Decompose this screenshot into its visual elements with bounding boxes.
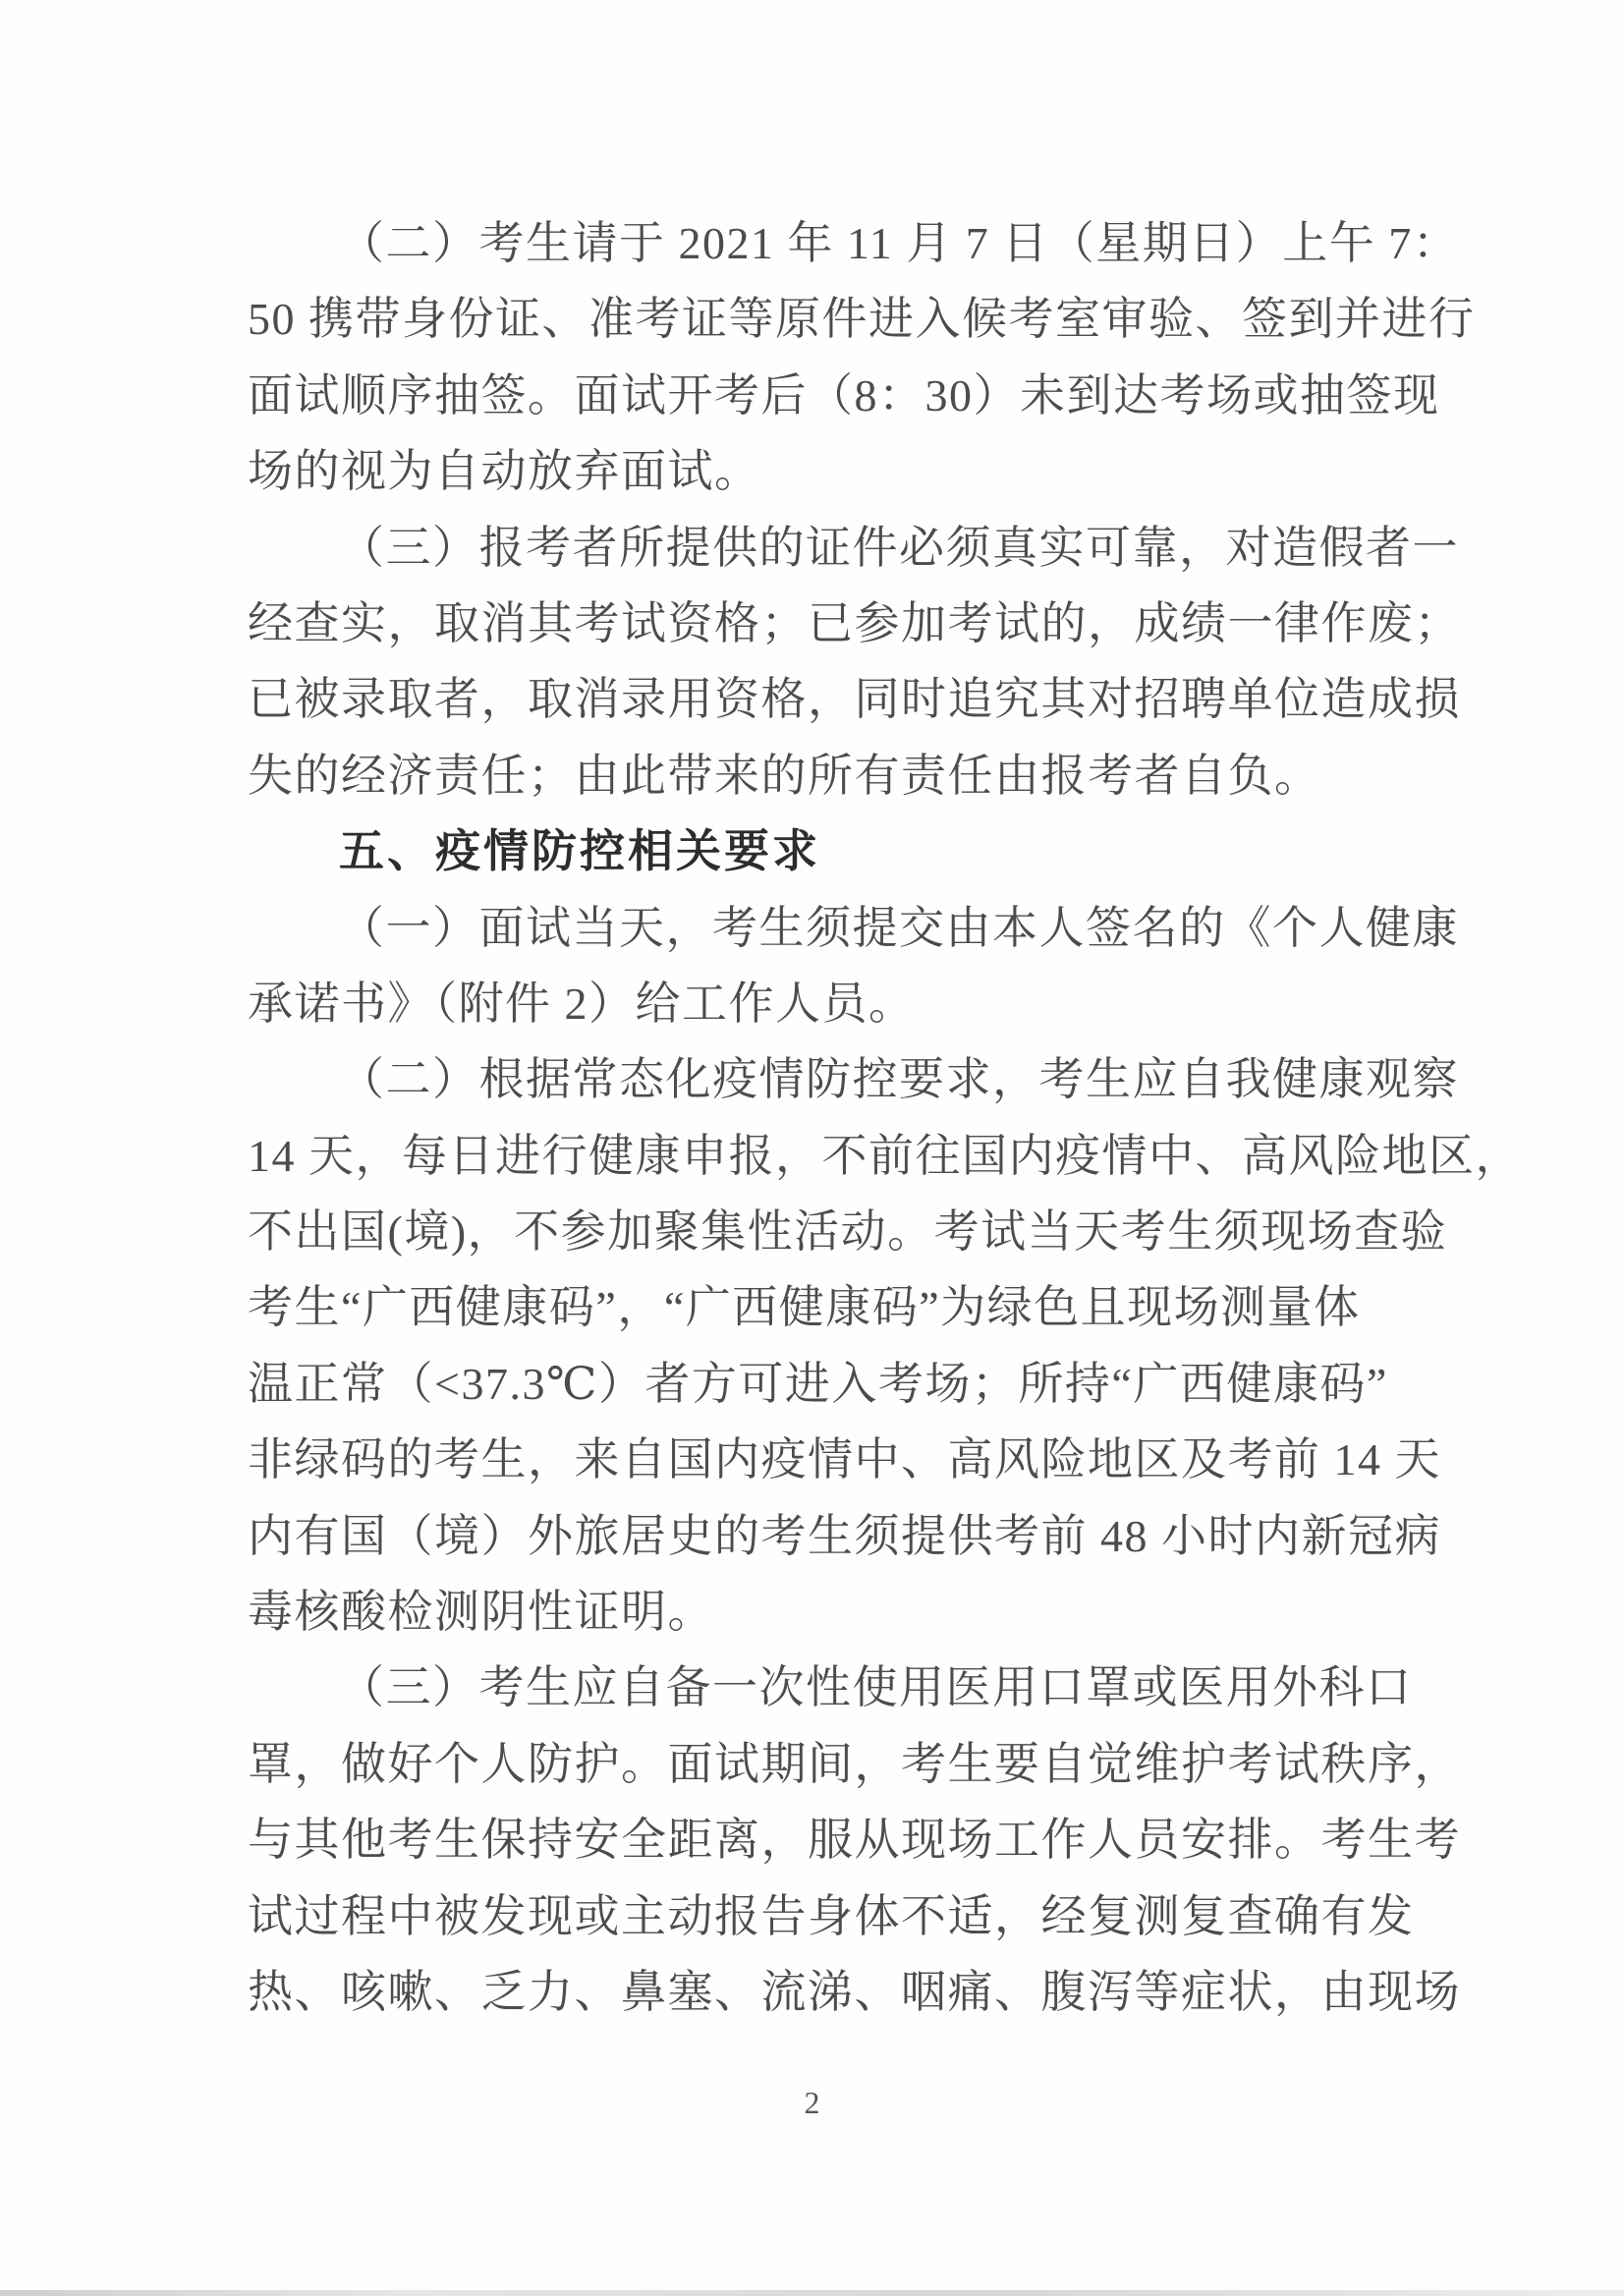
text-line: 承诺书》（附件 2）给工作人员。 [248,978,916,1029]
text-line: 不出国(境)，不参加聚集性活动。考试当天考生须现场查验 [248,1206,1448,1258]
text-line: 经查实，取消其考试资格；已参加考试的，成绩一律作废； [248,597,1461,648]
text-line: 温正常（<37.3℃）者方可进入考场；所持“广西健康码” [248,1358,1388,1409]
section-heading: 五、疫情防控相关要求 [339,825,820,877]
text-line: 非绿码的考生，来自国内疫情中、高风险地区及考前 14 天 [248,1434,1441,1485]
text-line: 毒核酸检测阴性证明。 [248,1587,714,1638]
text-line: 考生“广西健康码”，“广西健康码”为绿色且现场测量体 [248,1282,1361,1333]
text-line: 场的视为自动放弃面试。 [248,446,761,497]
text-line: 内有国（境）外旅居史的考生须提供考前 48 小时内新冠病 [248,1510,1441,1561]
scan-artifact-bottom-edge [0,2290,1624,2296]
document-body [248,205,1522,2030]
text-line: 试过程中被发现或主动报告身体不适，经复测复查确有发 [248,1890,1415,1941]
text-line: 14 天，每日进行健康申报，不前往国内疫情中、高风险地区， [248,1130,1522,1181]
text-line: 与其他考生保持安全距离，服从现场工作人员安排。考生考 [248,1815,1461,1866]
text-line: 面试顺序抽签。面试开考后（8：30）未到达考场或抽签现 [248,369,1440,420]
text-line: （二）考生请于 2021 年 11 月 7 日（星期日）上午 7： [339,218,1460,268]
text-line: （一）面试当天，考生须提交由本人签名的《个人健康 [339,902,1459,953]
text-line: （三）报考者所提供的证件必须真实可靠，对造假者一 [339,522,1459,573]
text-line: 已被录取者，取消录用资格，同时追究其对招聘单位造成损 [248,674,1461,725]
page-number: 2 [804,2085,820,2120]
text-line: （二）根据常态化疫情防控要求，考生应自我健康观察 [339,1054,1459,1105]
text-line: 失的经济责任；由此带来的所有责任由报考者自负。 [248,750,1321,801]
text-line: （三）考生应自备一次性使用医用口罩或医用外科口 [339,1662,1413,1713]
text-line: 罩，做好个人防护。面试期间，考生要自觉维护考试秩序， [248,1738,1461,1789]
text-line: 热、咳嗽、乏力、鼻塞、流涕、咽痛、腹泻等症状，由现场 [248,1966,1461,2017]
text-line: 50 携带身份证、准考证等原件进入候考室审验、签到并进行 [248,294,1476,345]
